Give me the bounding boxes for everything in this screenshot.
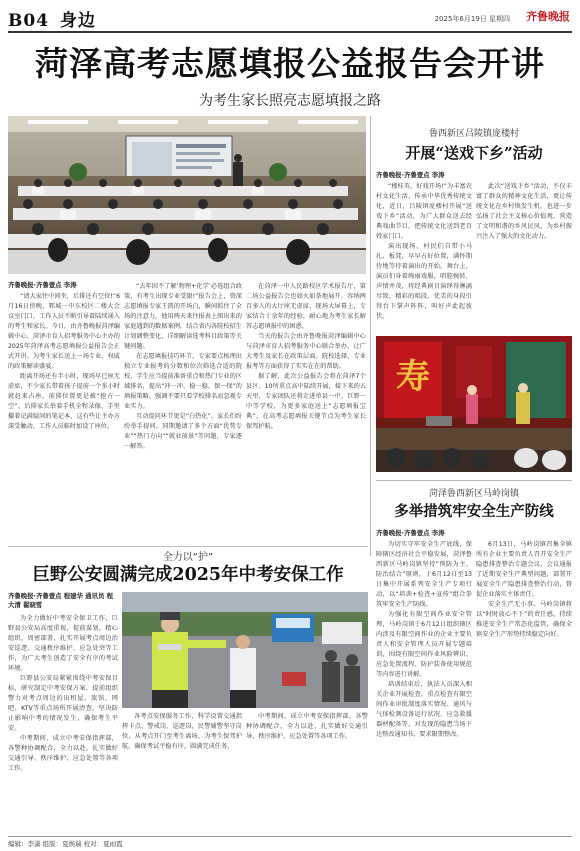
police-traffic-illustration [122, 592, 368, 708]
date-info: 2025年6月19日 星期四 [434, 15, 510, 23]
lead-paragraph: “请大家往中间坐，后排还有空位!”6月16日傍晚，郓城一中东校区二楼大会议室门口，工作人员不断引导着陆续涌入的考生和家长。今日，由齐鲁晚报菏泽编辑中心、菏泽市育人招考服务中心主办的2025年菏泽高考志愿填报公益报告会正式开讲。为考生家长送上一场专业、权威的政策解读盛宴。 [8, 293, 120, 370]
column-divider [370, 116, 371, 556]
story-two-paragraph: “穆桂英，好戏开场!”为丰富农村文化生活，传承中华优秀传统文化，近日，吕陵镇庞楼村开展“送戏下乡”活动，为广大群众送去经典戏曲节目，把传统文化送到老百姓家门口。 [376, 183, 472, 240]
right-section-divider [376, 480, 572, 481]
lead-headline: 菏泽高考志愿填报公益报告会开讲 [35, 44, 545, 83]
story-four-paragraph: 培训结束后，执法人员深入相关企业开展检查，重点检查有限空间作业审批制度落实情况、通风与气体检测设备运行状况、应急救援器材配备等，对发现的隐患当场下达整改通知书，要求限期整改。 [376, 681, 472, 738]
story-two-column-2 [476, 182, 572, 332]
story-two-paragraph: 演出现场，村民们自带小马扎、板凳，早早占好位置，满怀期待地等待着演出的开始。舞台上，演员们身着绚丽戏服，唱腔婉转，声情并茂，将经典剧目演绎得淋漓尽致，精彩的唱段、优美的身段引得台下掌声阵阵，叫好声此起彼伏。 [376, 243, 472, 320]
story-four-headline: 多举措筑牢安全生产防线 [394, 503, 554, 520]
story-four-paragraph: 为切实守牢安全生产底线，保障辖区经济社会平稳发展，菏泽鲁西新区马岭岗镇坚持“预防为主、防治结合”原则，于6月12日至13日集中开展系列安全生产专项行动，以“培训+检查+宣传”组合拳筑牢安全生产防线。 [376, 541, 472, 608]
story-three-column-1 [8, 614, 118, 832]
newspaper-logo: 齐鲁晚报 [526, 10, 570, 23]
header-rule [8, 31, 572, 33]
lead-paragraph: 当天的报告会由齐鲁晚报菏泽编辑中心与菏泽市育人招考服务中心联合举办，让广大考生及家长在政策层面、院校选择、专业报考等方面获得了实实在在的帮助。 [246, 333, 366, 370]
lead-byline: 齐鲁晚报·齐鲁壹点 李涛 [8, 281, 77, 289]
lead-column-3 [246, 282, 366, 542]
story-three-paragraph: 为全力做好中考安全保卫工作，巨野县公安局高度重视，提前谋划，精心组织，周密部署，扎实开展考点周边治安巡逻、交通秩序维护、应急处突等工作，为广大考生创造了安全有序的考试环境。 [8, 615, 118, 672]
story-three-kicker: 全力以“护” [162, 552, 214, 563]
lead-paragraph: 据了解，此次公益报告会将在菏泽7个县区、10所重点高中陆续开展，接下来的五天里，专家团队还将走进单县一中、巨野一中等学校，为更多家庭送上“志愿填报宝典”，在高考志愿填报关键节点为考生家长保驾护航。 [246, 373, 366, 430]
story-three-paragraph: 中考期间，成立中考安保指挥部，各警种协调配合，全力以赴，扎实做好交通引导、秩序维护、应急处置等各项工作。 [246, 713, 368, 740]
svg-text:寿: 寿 [396, 357, 430, 397]
story-two-paragraph: 此次“送戏下乡”活动，不仅丰富了群众的精神文化生活，更让传统文化在乡村焕发生机，也进一步弘扬了社会主义核心价值观，营造了文明和谐的乡风民风，为乡村振兴注入了强大的文化动力。 [476, 183, 572, 240]
meeting-hall-illustration [8, 116, 366, 274]
story-three-paragraph: 巨野县公安局紧紧围绕中考安保目标，研究制定中考安保方案，提前组织警力对考点周边的出租屋、旅馆、网吧、KTV等重点场所开展清查，坚决防止影响中考的情况发生，确保考生平安。 [8, 675, 118, 732]
story-two-headline: 开展“送戏下乡”活动 [405, 144, 543, 162]
opera-photo [376, 336, 572, 472]
section-name: 身边 [59, 11, 96, 31]
lead-paragraph: 在菏泽一中人民路校区学术报告厅，第二场公益报告会也如火如荼地展开，容纳两百多人的大厅座无虚席，现场大屏幕上，专家结合十余年的经验，耐心地为考生家长解答志愿填报中的困惑。 [246, 283, 366, 330]
section-divider [8, 546, 368, 547]
story-three-paragraph: 中考期间，成立中考安保指挥部，各警种协调配合，全力以赴，扎实做好交通引导、秩序维护、应急处置等各项工作。 [8, 735, 118, 772]
story-three-column-2 [122, 712, 242, 832]
story-four-paragraph: 安全生产无小事。马岭岗镇将以“时时放心不下”的责任感，持续推进安全生产常态化监管，确保全镇安全生产形势持续稳定向好。 [476, 601, 572, 638]
story-two-kicker: 鲁西新区吕陵镇庞楼村 [428, 129, 519, 139]
story-four-kicker: 菏泽鲁西新区马岭岗镇 [428, 489, 519, 499]
lead-paragraph: 距离开场还有半小时，现场早已座无虚席，不少家长带着孩子提前一个多小时就赶来占座，前排位置更是被“抢占一空”。后排家长举着手机全程录像，手里攥着记满疑问的笔记本，这有些让主办方深受触动，工作人员临时加设了座位。 [8, 373, 120, 430]
story-four-paragraph: 为强化有限空间作业安全管理，马岭岗镇于6月12日组织辖区内涉及有限空间作业的企业主要负责人和安全管理人员开展专题培训，围绕有限空间作业风险辨识、应急处置流程、防护装备使用规范等内容进行讲解。 [376, 611, 472, 678]
lead-column-2 [124, 282, 242, 542]
police-photo [122, 592, 368, 708]
story-four-paragraph: 6月13日，马岭岗镇召集全镇所有企业主要负责人召开安全生产隐患排查整治专题会议，会议通报了近期安全生产典型问题，部署开展安全生产隐患排查整治行动，督促企业落实主体责任。 [476, 541, 572, 598]
lead-photo [8, 116, 366, 274]
page-footer: 编辑：李潇 组版：夏焕瑞 校对：夏雨霞 [8, 836, 572, 848]
story-four-column-2 [476, 540, 572, 832]
story-two-byline: 齐鲁晚报·齐鲁壹点 李涛 [376, 171, 445, 179]
lead-column-1 [8, 292, 120, 542]
lead-subheadline: 为考生家长照亮志愿填报之路 [199, 93, 381, 109]
story-three-headline: 巨野公安圆满完成2025年中考安保工作 [32, 565, 344, 585]
story-three-paragraph: 各考点安保服务工作，科学设置交通指挥卡点、警戒岗、巡逻岗，民警辅警坚守岗位，从考点开门至考生离场，为考生保驾护航，确保考试平稳有序，圆满完成任务。 [122, 713, 242, 750]
story-three-column-3 [246, 712, 368, 832]
opera-stage-illustration [376, 336, 572, 472]
story-three-byline: 齐鲁晚报·齐鲁壹点 程建华 通讯员 程大清 翟晓雪 [8, 592, 113, 609]
page-number: B04 身边 [8, 11, 96, 31]
story-two-column-1 [376, 182, 472, 332]
story-four-byline: 齐鲁晚报·齐鲁壹点 李涛 [376, 529, 445, 537]
story-four-column-1 [376, 540, 472, 832]
lead-paragraph: 在志愿填报技巧环节，专家要点梳理出独立专业报考的分数和位次筛选合适的院校，学生应当提前准备重点和热门专业的区域排名，提出“冲一冲、稳一稳、保一保”的填报策略，强调不要只看学校排名而忽视专业实力。 [124, 353, 242, 410]
lead-paragraph: 互动提问环节更是“白热化”，家长们纷纷举手提问，同期邀请了多个方面“优势专业”“热门方向”“就业前景”等问题，专家逐一解答。 [124, 413, 242, 450]
lead-paragraph: “去年因不了解‘物理+化学’必选组合政策，有考生出现专业受限!”报告会上，资深志愿填报专家王凯的开场白，瞬间抓住了全场的注意力。他用两天来往报表上图出来的家庭遇到的数据案例，结合省内各院校招生计划调整变化，详细解读选考科目政策等关键问题。 [124, 283, 242, 350]
